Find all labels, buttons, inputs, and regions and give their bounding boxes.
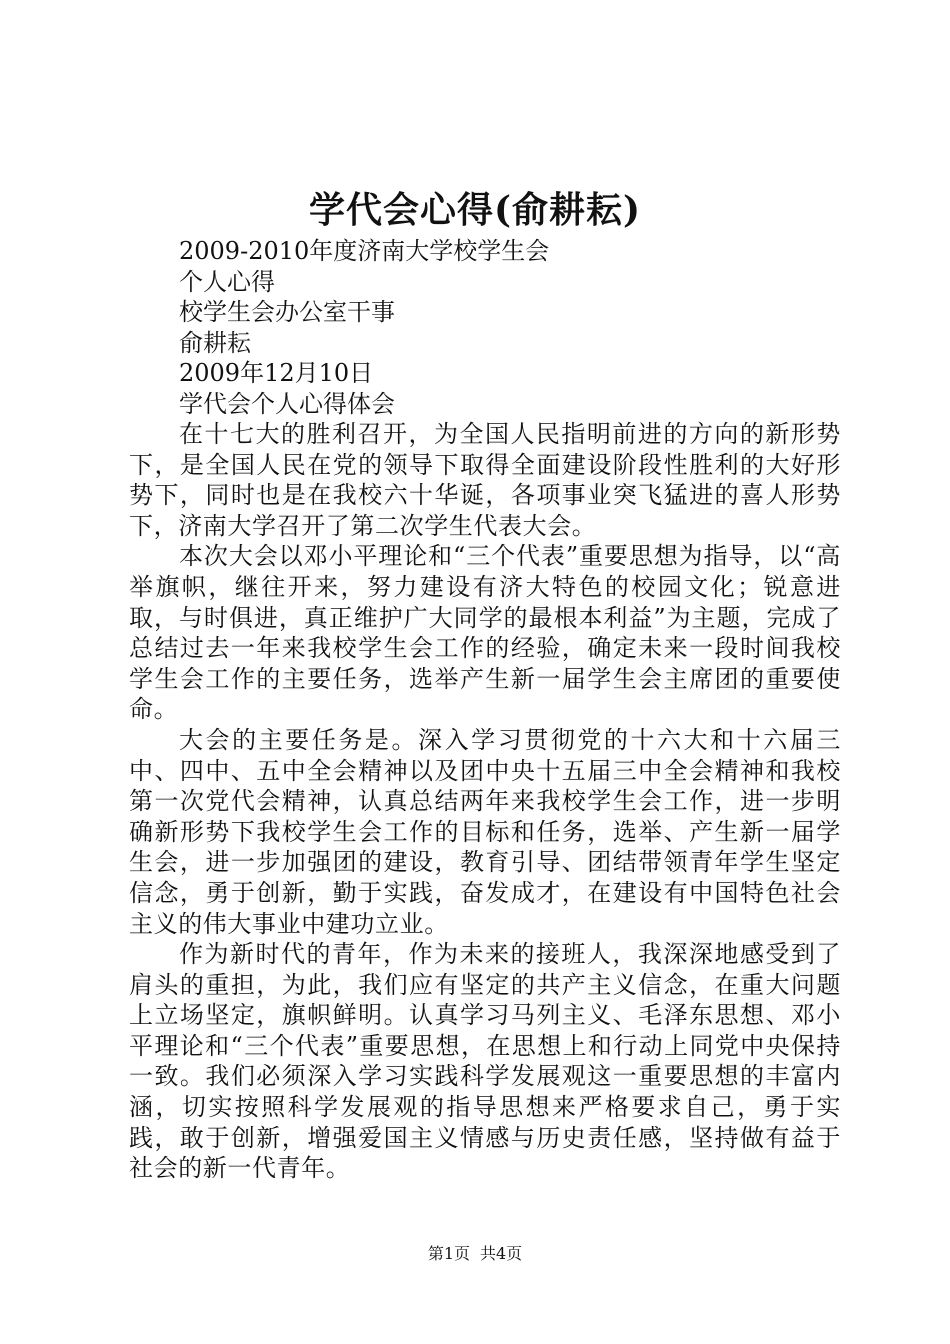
page-footer bbox=[0, 1244, 950, 1264]
header-line-position: 校学生会办公室干事 bbox=[179, 298, 395, 326]
body-paragraph: 大会的主要任务是。深入学习贯彻党的十六大和十六届三中、四中、五中全会精神以及团中央十五届三中全会精神和我校第一次党代会精神，认真总结两年来我校学生会工作，进一步明确新形势下我校学生会工作的目标和任务，选举、产生新一届学生会，进一步加强团的建设，教育引导、团结带领青年学生坚定信念，勇于创新，勤于实践，奋发成才，在建设有中国特色社会主义的伟大事业中建功立业。 bbox=[129, 725, 841, 938]
header-line-author: 俞耕耘 bbox=[179, 328, 251, 357]
document-title: 学代会心得(俞耕耘) bbox=[308, 189, 642, 231]
body-paragraph: 作为新时代的青年，作为未来的接班人，我深深地感受到了肩头的重担，为此，我们应有坚定的共产主义信念，在重大问题上立场坚定，旗帜鲜明。认真学习马列主义、毛泽东思想、邓小平理论和“三个代表”重要思想，在思想上和行动上同党中央保持一致。我们必须深入学习实践科学发展观这一重要思想的丰富内涵，切实按照科学发展观的指导思想来严格要求自己，勇于实践，敢于创新，增强爱国主义情感与历史责任感，坚持做有益于社会的新一代青年。 bbox=[129, 940, 841, 1183]
body-paragraph: 本次大会以邓小平理论和“三个代表”重要思想为指导，以“高举旗帜，继往开来，努力建设有济大特色的校园文化；锐意进取，与时俱进，真正维护广大同学的最根本利益”为主题，完成了总结过去一年来我校学生会工作的经验，确定未来一段时间我校学生会工作的主要任务，选举产生新一届学生会主席团的重要使命。 bbox=[129, 542, 841, 724]
header-line-date: 2009年12月10日 bbox=[179, 359, 374, 387]
document-header-block bbox=[179, 236, 839, 419]
page-number: 第1页 bbox=[427, 1244, 470, 1263]
header-line-doc-type: 个人心得 bbox=[179, 267, 275, 296]
body-paragraph: 在十七大的胜利召开，为全国人民指明前进的方向的新形势下，是全国人民在党的领导下取得全面建设阶段性胜利的大好形势下，同时也是在我校六十华诞，各项事业突飞猛进的喜人形势下，济南大学召开了第二次学生代表大会。 bbox=[129, 420, 841, 540]
page-total: 共4页 bbox=[480, 1244, 523, 1263]
document-body bbox=[129, 419, 841, 1184]
header-line-subtitle: 学代会个人心得体会 bbox=[179, 389, 395, 418]
header-line-year-org: 2009-2010年度济南大学校学生会 bbox=[179, 237, 550, 265]
